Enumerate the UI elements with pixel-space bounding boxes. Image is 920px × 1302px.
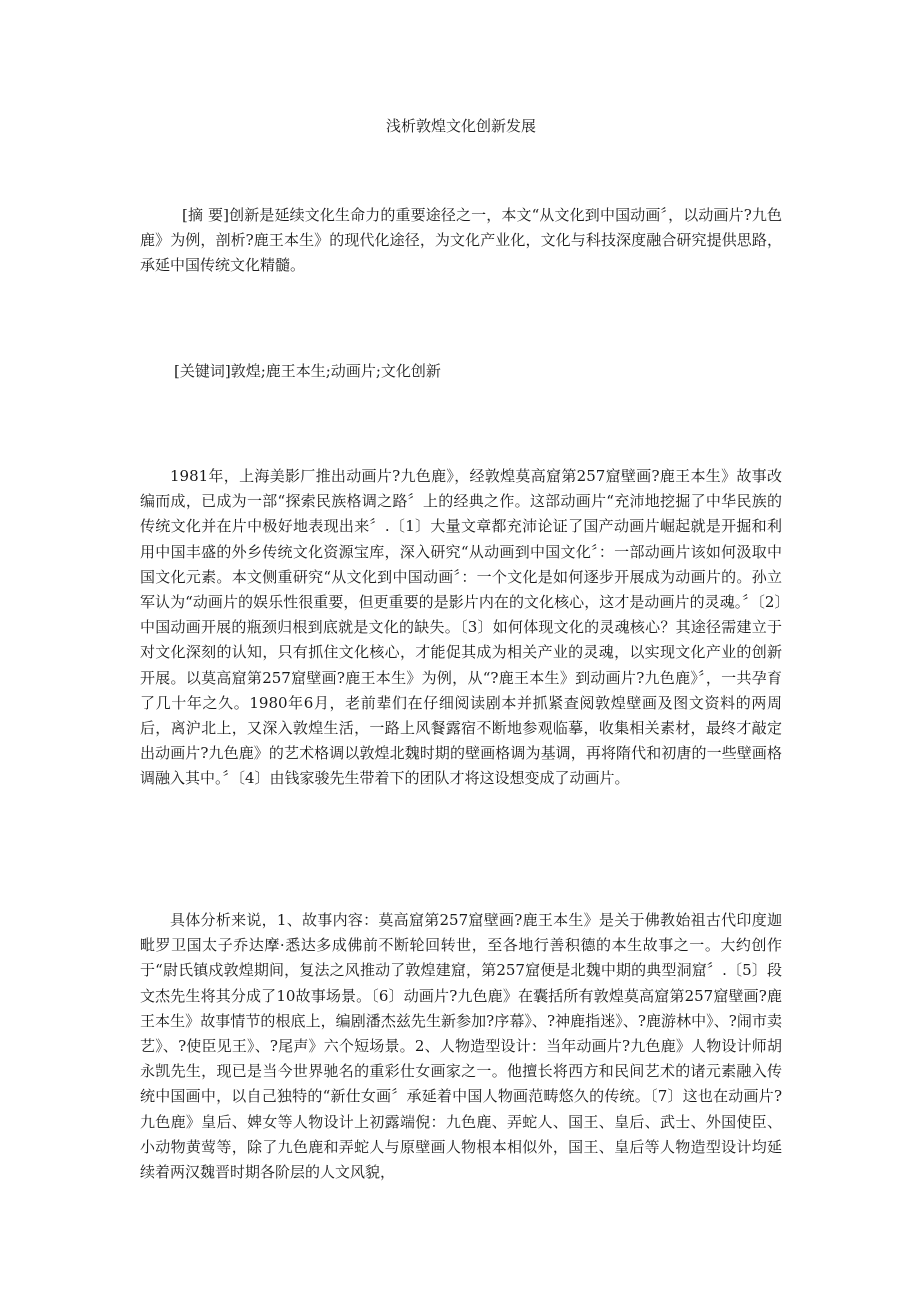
abstract-paragraph: [摘 要]创新是延续文化生命力的重要途径之一，本文“从文化到中国动画〞，以动画片?九色鹿》为例，剖析?鹿王本生》的现代化途径，为文化产业化，文化与科技深度融合研究提供思路，承延中国传统文化精髓。 (140, 206, 782, 274)
document-title: 浅析敦煌文化创新发展 (385, 117, 536, 135)
keywords-line: [关键词]敦煌;鹿王本生;动画片;文化创新 (174, 362, 441, 380)
body-paragraph-1: 1981年，上海美影厂推出动画片?九色鹿》，经敦煌莫高窟第257窟壁画?鹿王本生》故事改编而成，已成为一部“探索民族格调之路〞上的经典之作。这部动画片“充沛地挖掘了中华民族的传统文化并在片中极好地表现出来〞.〔1〕大量文章都充沛论证了国产动画片崛起就是开掘和利用中国丰盛的外乡传统文化资源宝库，深入研究“从动画到中国文化〞：一部动画片该如何汲取中国文化元素。本文侧重研究“从文化到中国动画〞：一个文化是如何逐步开展成为动画片的。孙立军认为“动画片的娱乐性很重要，但更重要的是影片内在的文化核心，这才是动画片的灵魂。〞〔2〕中国动画开展的瓶颈归根到底就是文化的缺失。〔3〕如何体现文化的灵魂核心？其途径需建立于对文化深刻的认知，只有抓住文化核心，才能促其成为相关产业的灵魂，以实现文化产业的创新开展。以莫高窟第257窟壁画?鹿王本生》为例，从“?鹿王本生》到动画片?九色鹿》〞，一共孕育了几十年之久。1980年6月，老前辈们在仔细阅读剧本并抓紧查阅敦煌壁画及图文资料的两周后，离沪北上，又深入敦煌生活，一路上风餐露宿不断地参观临摹，收集相关素材，最终才敲定出动画片?九色鹿》的艺术格调以敦煌北魏时期的壁画格调为基调，再将隋代和初唐的一些壁画格调融入其中。〞〔4〕由钱家骏先生带着下的团队才将这设想变成了动画片。 (140, 467, 782, 788)
body-paragraph-2: 具体分析来说，1、故事内容：莫高窟第257窟壁画?鹿王本生》是关于佛教始祖古代印度迦毗罗卫国太子乔达摩·悉达多成佛前不断轮回转世，至各地行善积德的本生故事之一。大约创作于“尉氏镇戍敦煌期间，复法之风推动了敦煌建窟，第257窟便是北魏中期的典型洞窟〞.〔5〕段文杰先生将其分成了10故事场景。〔6〕动画片?九色鹿》在囊括所有敦煌莫高窟第257窟壁画?鹿王本生》故事情节的根底上，编剧潘杰兹先生新参加?序幕》、?神鹿指迷》、?鹿游林中》、?闹市卖艺》、?使臣见王》、?尾声》六个短场景。2、人物造型设计：当年动画片?九色鹿》人物设计师胡永凯先生，现已是当今世界驰名的重彩仕女画家之一。他擅长将西方和民间艺术的诸元素融入传统中国画中，以自己独特的“新仕女画〞承延着中国人物画范畴悠久的传统。〔7〕这也在动画片?九色鹿》皇后、婢女等人物设计上初露端倪：九色鹿、弄蛇人、国王、皇后、武士、外国使臣、小动物黄莺等，除了九色鹿和弄蛇人与原壁画人物根本相似外，国王、皇后等人物造型设计均延续着两汉魏晋时期各阶层的人文风貌， (140, 911, 782, 1182)
